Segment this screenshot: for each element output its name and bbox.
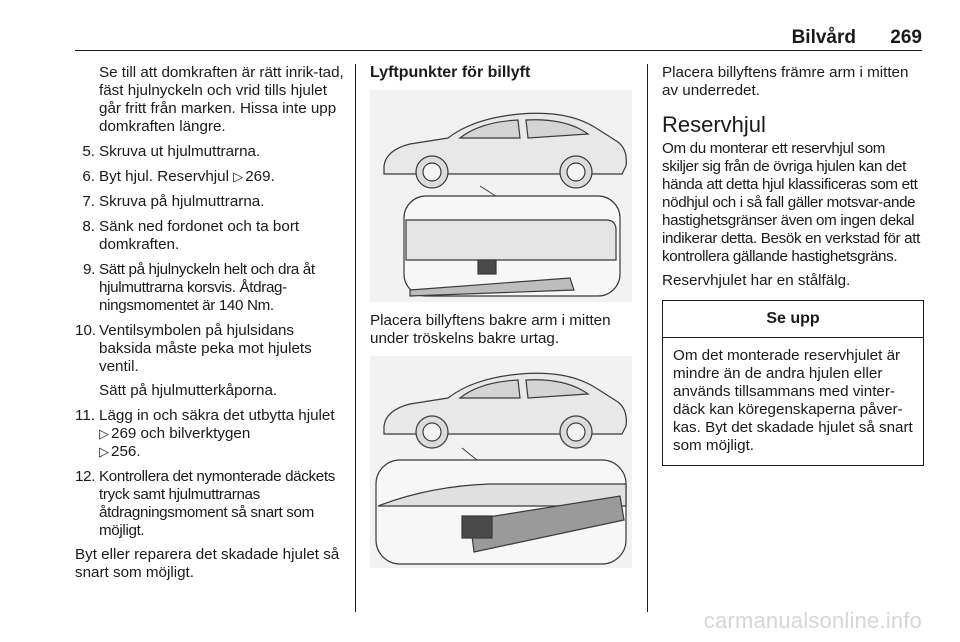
page-number: 269 [890, 27, 922, 48]
list-item: 5. Skruva ut hjulmuttrarna. [82, 143, 261, 160]
list-item: 10. Ventilsymbolen på hjulsidans baksida måste peka mot hjulets ventil. Sätt på hjulmutterkåporna. [75, 322, 345, 400]
caution-body: Om det monterade reservhjulet är mindre än de andra hjulen eller används tillsammans med vinter-däck kan köregenskaperna påver-kas. Byt det skadade hjulet så snart som möjligt. [673, 347, 913, 454]
page-reference-icon[interactable]: ▷ [233, 169, 244, 184]
column-3 [662, 64, 924, 466]
steps-list [75, 143, 345, 540]
section-heading: Lyftpunkter för billyft [370, 64, 531, 81]
list-item: 6. Byt hjul. Reservhjul ▷ 269. [82, 168, 275, 185]
section-title: Bilvård [791, 27, 856, 48]
caution-title: Se upp [663, 301, 923, 338]
closing-paragraph: Byt eller reparera det skadade hjulet så snart som möjligt. [75, 546, 340, 581]
intro-paragraph: Placera billyftens främre arm i mitten av underredet. [662, 64, 909, 99]
column-divider-1 [355, 64, 356, 612]
page-reference-link[interactable]: 269. [245, 168, 275, 185]
lift-arm-detail [404, 196, 620, 296]
page-reference-icon[interactable]: ▷ [99, 444, 109, 459]
list-item-note: Sätt på hjulmutterkåporna. [99, 382, 278, 399]
column-divider-2 [647, 64, 648, 612]
caution-box [662, 300, 924, 466]
rear-lift-point-illustration [370, 356, 632, 568]
page-reference-link[interactable]: 269 och bilverktygen [111, 425, 251, 442]
body-paragraph: Om du monterar ett reservhjul som skiljer sig från de övriga hjulen kan det hända att detta hjul klassificeras som ett nödhjul och i så fall gäller motsvar-ande hastighetsgränser även om ingen dekal indikerar detta. Besök en verkstad för att kontrollera gällande hastighetsgräns. [662, 140, 920, 265]
page-reference-icon[interactable]: ▷ [99, 426, 109, 441]
lift-arm-detail [376, 460, 626, 564]
page-reference-link[interactable]: 256. [111, 443, 141, 460]
front-lift-point-illustration [370, 90, 632, 302]
rim-paragraph: Reservhjulet har en stålfälg. [662, 272, 851, 289]
list-item: 9. Sätt på hjulnyckeln helt och dra åt hjulmuttrarna korsvis. Åtdrag-ningsmomentet är 140 Nm. [83, 261, 315, 314]
list-item: 12. Kontrollera det nymonterade däckets tryck samt hjulmuttrarnas åtdragningsmoment så snart som möjligt. [75, 468, 335, 539]
column-2 [370, 64, 634, 568]
header-rule [75, 50, 922, 51]
figure-caption: Placera billyftens bakre arm i mitten under tröskelns bakre urtag. [370, 312, 611, 347]
list-item: 11. Lägg in och säkra det utbytta hjulet ▷ 269 och bilverktygen ▷ 256. [75, 407, 335, 460]
list-item: 7. Skruva på hjulmuttrarna. [82, 193, 265, 210]
list-item: 8. Sänk ned fordonet och ta bort domkraften. [82, 218, 300, 253]
column-1 [75, 64, 345, 582]
section-heading: Reservhjul [662, 112, 766, 137]
watermark: carmanualsonline.info [703, 608, 922, 633]
page-header [0, 0, 960, 50]
intro-paragraph: Se till att domkraften är rätt inrik-tad, fäst hjulnyckeln och vrid tills hjulet går fritt från marken. Hissa inte upp domkraften längre. [99, 64, 344, 135]
